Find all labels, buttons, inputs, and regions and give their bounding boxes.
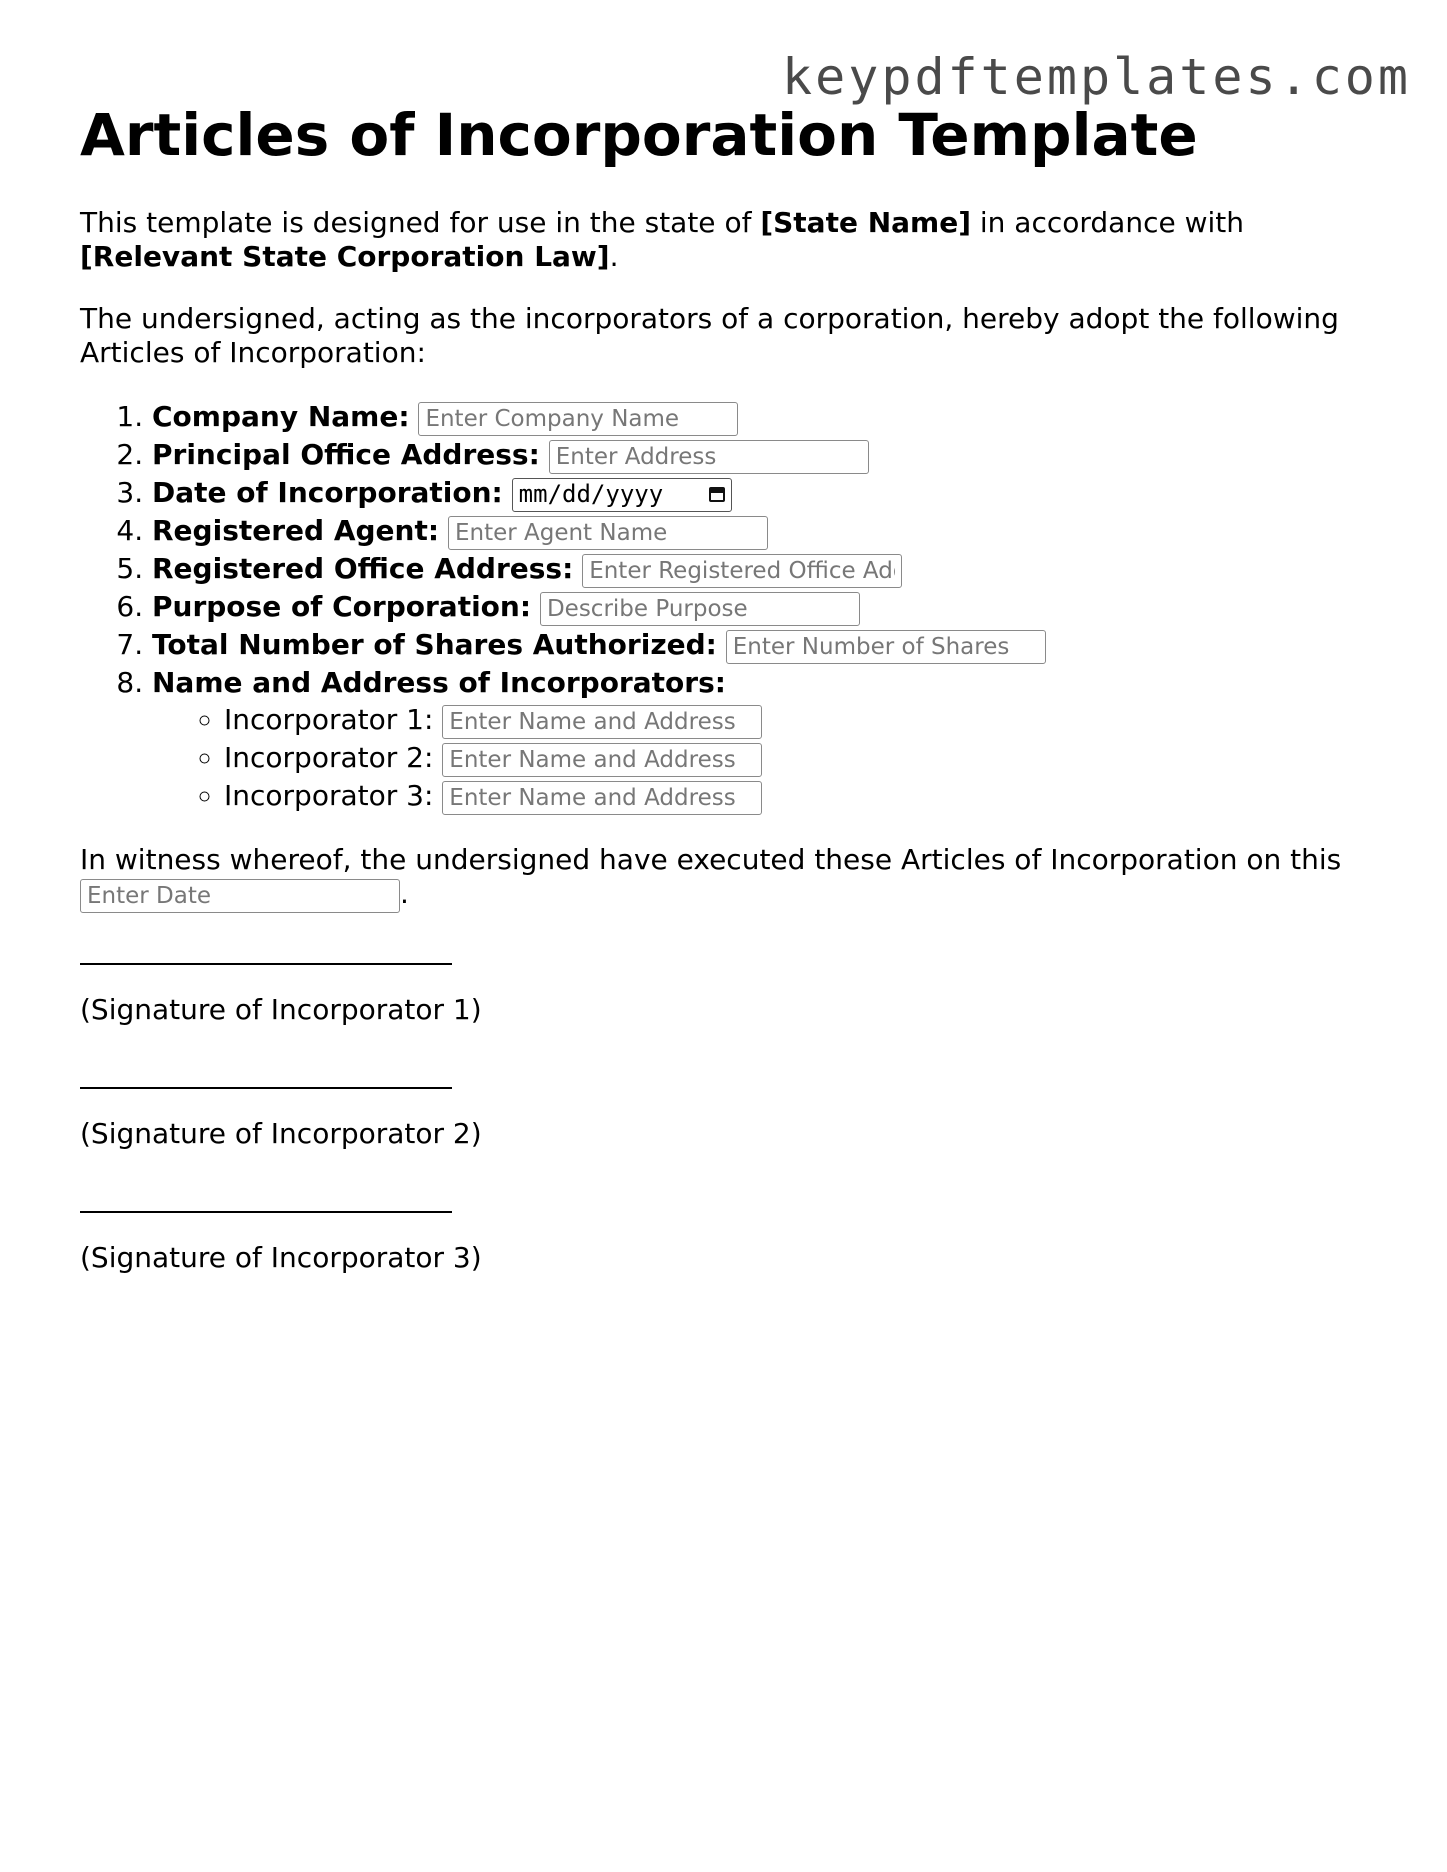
incorporators-list [152, 701, 1380, 815]
intro-text-1: This template is designed for use in the state of [80, 206, 761, 239]
witness-period: . [400, 877, 409, 911]
execution-date-input[interactable] [80, 879, 400, 913]
watermark: keypdftemplates.com [782, 48, 1411, 106]
registered-agent-input[interactable] [448, 516, 768, 550]
signature-label-2: (Signature of Incorporator 2) [80, 1117, 482, 1151]
article-label: Registered Office Address: [152, 551, 574, 585]
article-date-of-incorporation [152, 474, 1380, 512]
incorporator-label: Incorporator 1: [224, 703, 434, 737]
state-law-placeholder: [Relevant State Corporation Law] [80, 240, 610, 273]
article-purpose [152, 588, 1380, 626]
signature-line-2[interactable] [80, 1087, 452, 1089]
signature-label-3: (Signature of Incorporator 3) [80, 1241, 482, 1275]
intro-text-2: in accordance with [970, 206, 1245, 239]
incorporator-3-input[interactable] [442, 781, 762, 815]
article-company-name [152, 398, 1380, 436]
state-name-placeholder: [State Name] [760, 206, 971, 239]
intro-paragraph-adopt: The undersigned, acting as the incorporators of a corporation, hereby adopt the following Articles of Incorporation: [80, 302, 1339, 369]
incorporator-3 [224, 777, 1380, 815]
principal-address-input[interactable] [549, 440, 869, 474]
signature-line-3[interactable] [80, 1211, 452, 1213]
witness-paragraph [80, 843, 1380, 913]
company-name-input[interactable] [418, 402, 738, 436]
article-principal-office [152, 436, 1380, 474]
signature-label-1: (Signature of Incorporator 1) [80, 993, 482, 1027]
incorporation-date-input[interactable] [512, 478, 732, 512]
page-title: Articles of Incorporation Template [80, 101, 1198, 169]
articles-list [80, 398, 1380, 815]
article-registered-agent [152, 512, 1380, 550]
calendar-icon[interactable] [709, 487, 725, 502]
intro-paragraph-state [80, 206, 1380, 274]
article-label: Company Name: [152, 400, 410, 433]
purpose-input[interactable] [540, 592, 860, 626]
article-label: Name and Address of Incorporators: [152, 665, 726, 699]
article-label: Date of Incorporation: [152, 476, 503, 509]
incorporator-2 [224, 739, 1380, 777]
incorporator-2-input[interactable] [442, 743, 762, 777]
article-incorporators [152, 664, 1380, 816]
signature-line-1[interactable] [80, 963, 452, 965]
article-label: Purpose of Corporation: [152, 589, 532, 623]
intro-text-3: . [609, 240, 619, 273]
incorporator-1 [224, 701, 1380, 739]
incorporator-label: Incorporator 3: [224, 779, 434, 813]
incorporator-1-input[interactable] [442, 705, 762, 739]
witness-text: In witness whereof, the undersigned have executed these Articles of Incorporation on this [80, 843, 1342, 877]
date-format-text: mm/dd/yyyy [518, 480, 664, 508]
article-label: Total Number of Shares Authorized: [152, 627, 717, 661]
article-label: Registered Agent: [152, 513, 440, 547]
registered-office-input[interactable] [582, 554, 902, 588]
document-page [80, 100, 1380, 1275]
shares-input[interactable] [726, 630, 1046, 664]
incorporator-label: Incorporator 2: [224, 741, 434, 775]
article-shares [152, 626, 1380, 664]
article-registered-office [152, 550, 1380, 588]
article-label: Principal Office Address: [152, 438, 540, 471]
